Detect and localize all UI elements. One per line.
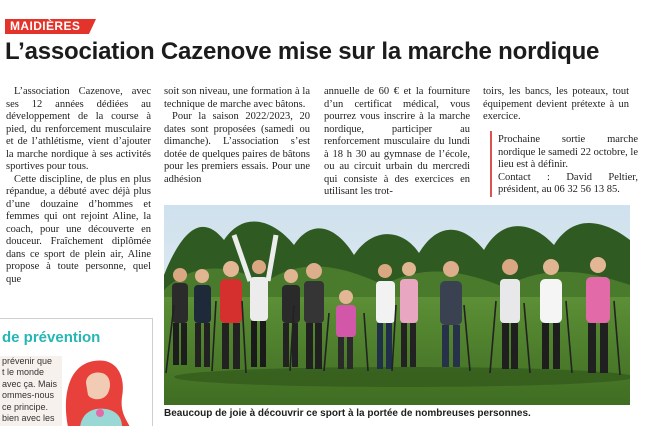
paragraph: annuelle de 60 € et la fourniture d’un certificat médical, vous pourrez vous inscrire à la marche nordique, participer au renforcement musculaire du lundi à 18 h 30 au gymnase de l’école, ou au circuit urbain du mercredi qui consiste à des exercices en utilisant les trot- [324,86,470,197]
sidebox-line: bien avec les [2,413,55,424]
sidebox-title: de prévention [2,329,101,346]
info-next-outing: Prochaine sortie marche nordique le samedi 22 octobre, le lieu est à définir. [498,134,638,170]
paragraph: toirs, les bancs, les poteaux, tout équipement devient prétexte à un exercice. [483,86,629,122]
article-column-2 [164,86,310,186]
sidebox-line: avec ça. Mais [2,378,58,389]
photo-caption: Beaucoup de joie à découvrir ce sport à la portée de nombreuses personnes. [164,408,531,419]
group-photo-illustration [164,205,630,405]
info-box [490,131,638,197]
article-column-3 [324,86,470,199]
sidebox-line: ce principe. [2,401,49,412]
group-photo [164,205,630,405]
sidebox-line: prévenir que [2,356,53,366]
section-kicker: MAIDIÈRES [5,19,89,34]
woman-illustration [60,357,152,426]
sidebox-text [0,356,62,426]
paragraph: Pour la saison 2022/2023, 20 dates sont proposées (samedi ou dimanche). L’association s’est dotée de quelques paires de bâtons pour les premiers essais. Pour une adhésion [164,111,310,185]
paragraph: soit son niveau, une formation à la technique de marche avec bâtons. [164,86,310,110]
article-column-4 [483,86,629,124]
sidebox-line: t le monde [2,367,45,378]
paragraph: L’association Cazenove, avec ses 12 années dédiées au développement de la course à pied, du renforcement musculaire et de l’athlétisme, vient d’ajouter la marche nordique à ses activités sportives pour tous. [6,86,151,172]
info-contact: Contact : David Peltier, président, au 06 32 56 13 85. [498,171,638,195]
article-column-1 [6,86,151,286]
sidebox-line: ommes-nous [2,390,55,401]
prevention-sidebox [0,318,153,426]
article-headline: L’association Cazenove mise sur la marche nordique [5,38,600,65]
paragraph: Cette discipline, de plus en plus répandue, a débuté avec déjà plus d’une douzaine d’hommes et femmes qui ont rejoint Aline, la coach, pour une découverte en douceur. Fraîchement diplômée dans ce sport de plein air, Aline propose à toute personne, quel que [6,173,151,285]
